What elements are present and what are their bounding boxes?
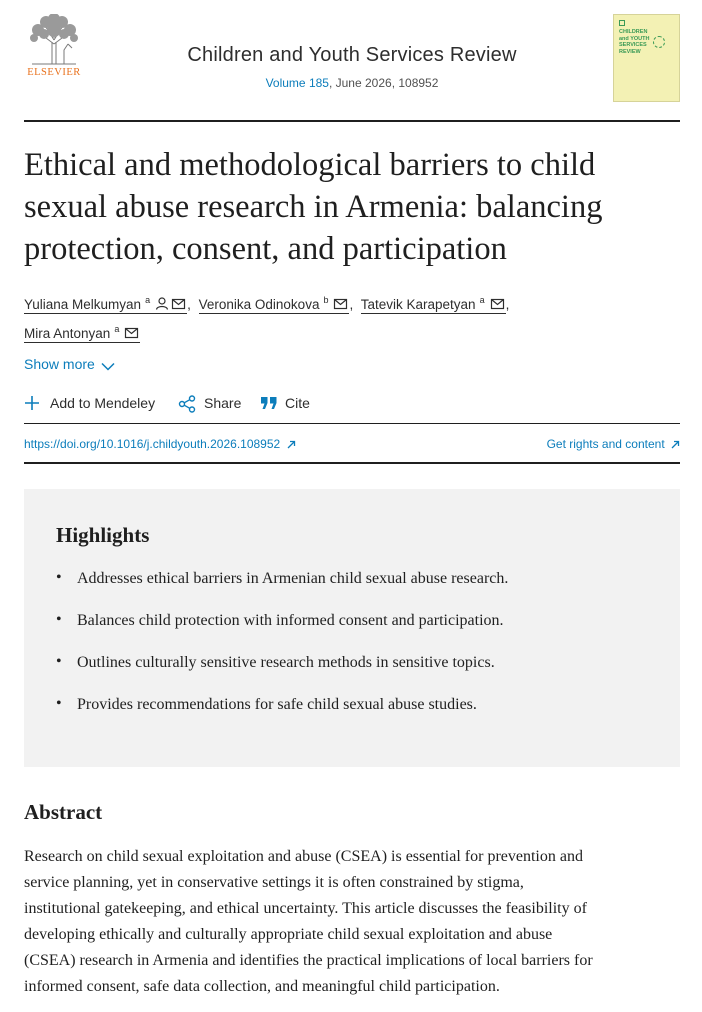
author-link[interactable] <box>361 297 506 314</box>
author-name: Veronika Odinokova <box>198 297 320 312</box>
abstract-line: institutional gatekeeping, and ethical uncertainty. This article discusses the feasibility of <box>24 900 587 917</box>
author-separator: , <box>349 297 354 312</box>
quote-icon <box>260 395 278 411</box>
affiliation-marker: b <box>323 295 329 305</box>
external-link-icon <box>671 440 680 449</box>
author-name: Mira Antonyan <box>24 326 111 341</box>
doi-text: https://doi.org/10.1016/j.childyouth.2026.108952 <box>24 437 281 451</box>
show-more-button[interactable] <box>24 356 115 372</box>
author-link[interactable] <box>199 297 350 314</box>
affiliation-marker: a <box>114 324 120 334</box>
author-link[interactable] <box>24 297 187 314</box>
author-separator: , <box>505 297 510 312</box>
show-more-label: Show more <box>24 356 95 372</box>
abstract-line: service planning, yet in conservative settings it is often constrained by stigma, <box>24 874 524 891</box>
author-separator: , <box>187 297 191 312</box>
article-header <box>24 14 680 106</box>
abstract-line: Research on child sexual exploitation and abuse (CSEA) is essential for prevention and <box>24 848 583 865</box>
author-name: Tatevik Karapetyan <box>360 297 476 312</box>
plus-icon <box>24 395 40 411</box>
issue-details: , June 2026, 108952 <box>328 76 439 90</box>
external-link-icon <box>287 440 296 449</box>
publisher-name: ELSEVIER <box>27 67 81 78</box>
share-label: Share <box>204 395 242 411</box>
affiliation-marker: a <box>145 295 151 305</box>
email-icon <box>124 327 140 339</box>
person-icon <box>155 297 169 310</box>
title-line: protection, consent, and participation <box>24 231 507 267</box>
doi-link[interactable] <box>24 437 296 451</box>
highlight-text: Provides recommendations for safe child sexual abuse studies. <box>77 696 477 713</box>
cite-label: Cite <box>285 395 310 411</box>
email-icon <box>171 298 187 310</box>
email-icon <box>333 298 349 310</box>
bullet: • <box>56 569 62 586</box>
cover-logo-mark <box>619 20 625 26</box>
journal-issue-info <box>104 76 600 90</box>
actions-divider <box>24 423 680 424</box>
affiliation-marker: a <box>479 295 485 305</box>
tree-icon <box>24 14 84 66</box>
highlight-text: Balances child protection with informed consent and participation. <box>77 612 504 629</box>
journal-info <box>104 44 600 90</box>
cover-emblem-icon <box>653 36 665 48</box>
journal-title-link[interactable]: Children and Youth Services Review <box>187 44 517 66</box>
doi-divider <box>24 462 680 464</box>
highlight-text: Outlines culturally sensitive research methods in sensitive topics. <box>77 654 495 671</box>
author-list <box>24 288 680 346</box>
volume-link[interactable]: Volume 185 <box>265 76 329 90</box>
rights-text: Get rights and content <box>546 437 665 451</box>
author-link[interactable] <box>24 326 140 343</box>
elsevier-logo[interactable] <box>24 14 84 78</box>
abstract-line: developing ethically and culturally appropriate child sexual exploitation and abuse <box>24 926 553 943</box>
header-divider <box>24 120 680 122</box>
chevron-down-icon <box>101 362 115 371</box>
email-icon <box>490 298 506 310</box>
title-line: sexual abuse research in Armenia: balancing <box>24 189 603 225</box>
title-line: Ethical and methodological barriers to child <box>24 147 596 183</box>
abstract-line: (CSEA) research in Armenia and identifies the practical implications of local barriers for <box>24 952 593 969</box>
abstract-line: informed consent, safe data collection, and meaningful child participation. <box>24 978 500 995</box>
bullet: • <box>56 695 62 712</box>
rights-and-content-link[interactable] <box>547 437 680 451</box>
highlight-text: Addresses ethical barriers in Armenian child sexual abuse research. <box>77 570 509 587</box>
mendeley-label: Add to Mendeley <box>50 395 156 411</box>
abstract-title: Abstract <box>24 800 103 824</box>
share-icon <box>178 395 196 413</box>
bullet: • <box>56 611 62 628</box>
highlights-title: Highlights <box>56 523 150 547</box>
highlights-section <box>24 489 680 767</box>
journal-cover-thumbnail[interactable] <box>613 14 680 102</box>
author-name: Yuliana Melkumyan <box>24 297 142 312</box>
bullet: • <box>56 653 62 670</box>
article-title <box>24 144 684 270</box>
cover-title: CHILDREN and YOUTH SERVICES REVIEW <box>619 29 650 55</box>
